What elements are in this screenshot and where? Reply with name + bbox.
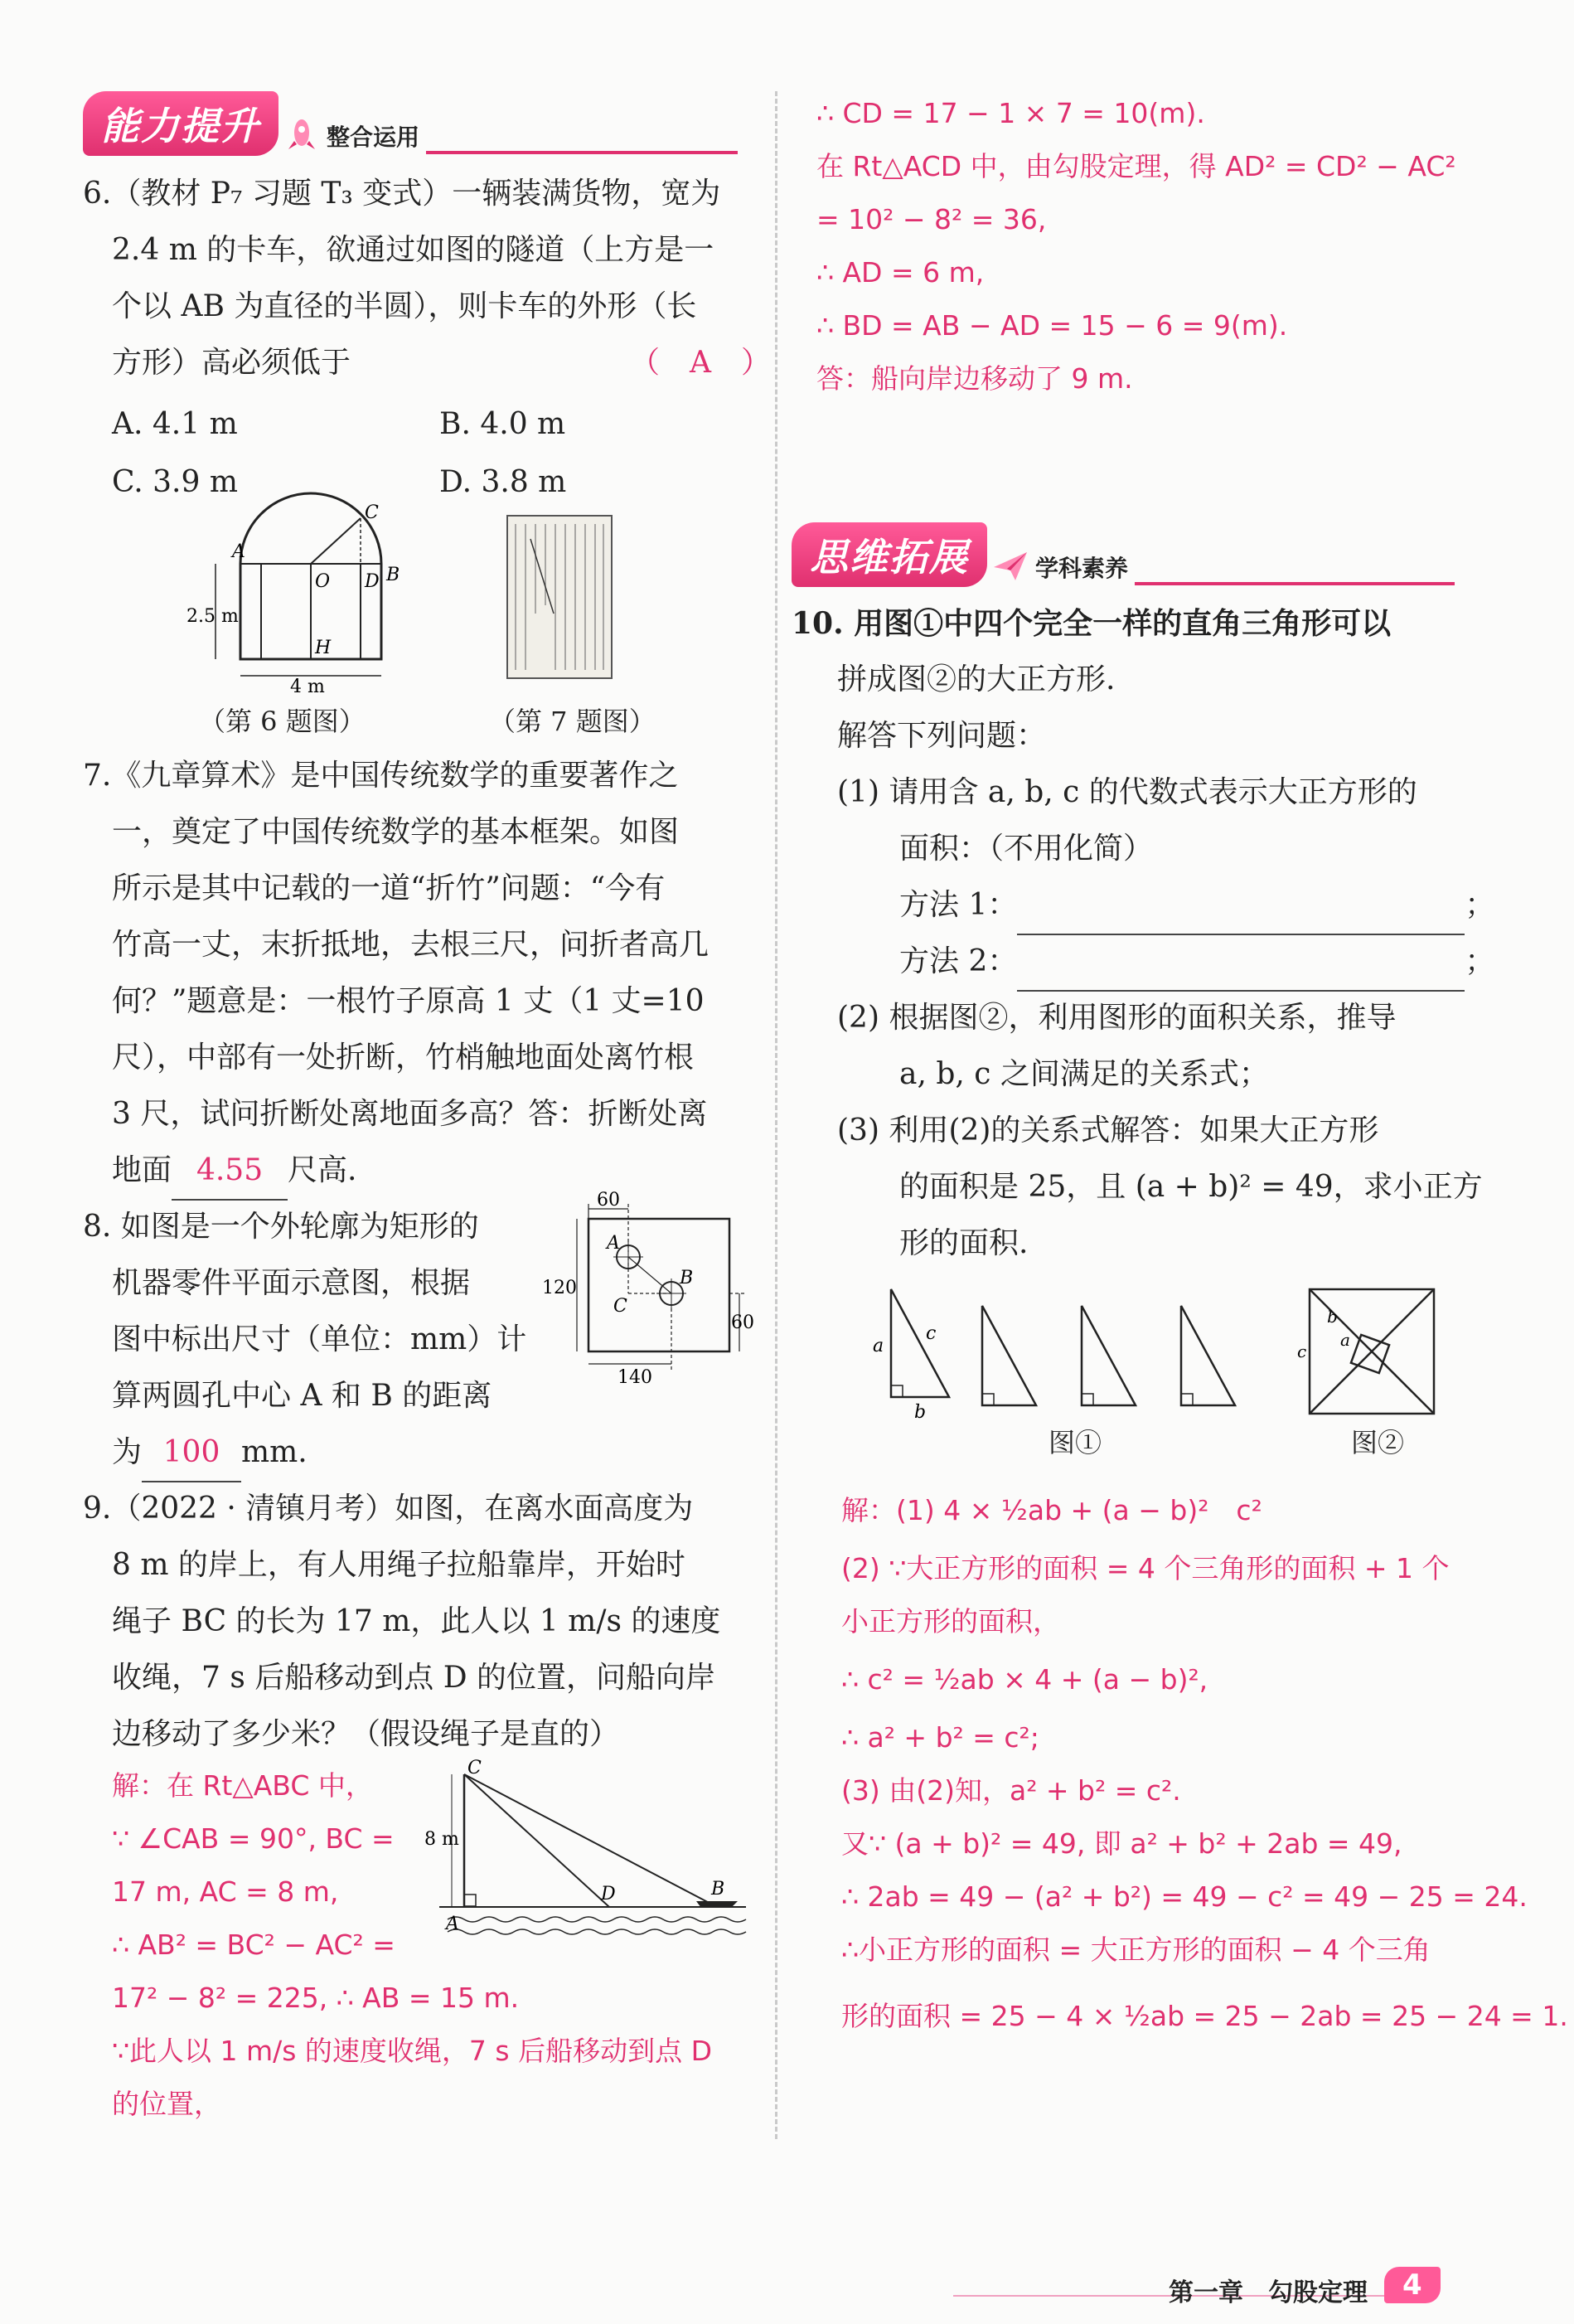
q6-tunnel-figure <box>186 502 406 697</box>
q9-label-d: D <box>601 1884 616 1904</box>
q9-line-4: 收绳，7 s 后船移动到点 D 的位置，问船向岸 <box>112 1661 716 1695</box>
q6-option-c: C. 3.9 m <box>112 465 238 499</box>
q6-option-b: B. 4.0 m <box>439 407 566 441</box>
q10-solution-1: 解：(1) 4 × ½ab + (a − b)² c² <box>841 1494 1262 1526</box>
q10-method1-blank <box>1017 877 1465 935</box>
q9-line-1: 9.（2022 · 清镇月考）如图，在离水面高度为 <box>83 1492 694 1526</box>
q9-cont-5: ∴ BD = AB − AD = 15 − 6 = 9(m). <box>816 309 1288 342</box>
q9-cont-4: ∴ AD = 6 m, <box>816 256 985 289</box>
q10-fig2-label-c: c <box>1297 1342 1307 1361</box>
q8-last-suffix: mm. <box>241 1435 308 1469</box>
q9-solution-7: 的位置， <box>112 2088 221 2120</box>
q6-label-o: O <box>315 571 331 592</box>
q6-label-a: A <box>232 541 245 562</box>
q7-last-prefix: 地面 <box>112 1153 172 1187</box>
q9-cont-2: 在 Rt△ACD 中，由勾股定理，得 AD² = CD² − AC² <box>816 150 1456 182</box>
q10-line-8: (2) 根据图②，利用图形的面积关系，推导 <box>837 1001 1397 1035</box>
q10-method1-row: 方法 1： ； <box>899 877 1494 935</box>
q10-solution-7: 又∵ (a + b)² = 49, 即 a² + b² + 2ab = 49, <box>841 1827 1402 1860</box>
q9-label-b: B <box>711 1879 725 1899</box>
q7-fig-caption: （第 7 题图） <box>489 706 656 737</box>
q9-boat-figure <box>424 1758 754 1953</box>
section-badge: 能力提升 <box>83 91 278 156</box>
section-badge: 思维拓展 <box>792 522 987 587</box>
paper-plane-icon <box>992 547 1029 584</box>
q10-solution-9: ∴小正方形的面积 = 大正方形的面积 − 4 个三角 <box>841 1933 1431 1966</box>
q10-line-3: 解答下列问题： <box>837 719 1047 753</box>
q9-solution-3: 17 m, AC = 8 m, <box>112 1875 339 1908</box>
q7-line-8 <box>112 1143 356 1201</box>
section-sub: 整合运用 <box>327 124 420 151</box>
q9-solution-2: ∵ ∠CAB = 90°, BC = <box>112 1822 395 1855</box>
q8-label-c: C <box>613 1296 627 1317</box>
q8-label-a: A <box>607 1233 620 1254</box>
q6-line-3: 个以 AB 为直径的半圆），则卡车的外形（长 <box>112 289 697 323</box>
rocket-icon <box>283 116 320 153</box>
q10-solution-5: ∴ a² + b² = c²; <box>841 1721 1039 1754</box>
q8-line-2: 机器零件平面示意图，根据 <box>112 1266 471 1300</box>
q6-answer: （ A ） <box>630 346 771 380</box>
section-sub: 学科素养 <box>1035 555 1129 582</box>
q6-label-width: 4 m <box>290 677 325 697</box>
q6-label-c: C <box>365 502 379 523</box>
q8-line-5 <box>112 1424 308 1482</box>
q10-fig1-caption: 图① <box>1049 1427 1102 1458</box>
q6-option-d: D. 3.8 m <box>439 465 567 499</box>
q7-line-6: 尺），中部有一处折断，竹梢触地面处离竹根 <box>112 1041 695 1075</box>
q8-label-top: 60 <box>597 1190 620 1211</box>
header-rule <box>426 151 738 154</box>
q9-solution-6: ∵此人以 1 m/s 的速度收绳，7 s 后船移动到点 D <box>112 2035 712 2067</box>
q6-line-4: 方形）高必须低于 <box>112 346 351 380</box>
q9-solution-5: 17² − 8² = 225, ∴ AB = 15 m. <box>112 1982 520 2014</box>
q9-line-5: 边移动了多少米？（假设绳子是直的） <box>112 1717 620 1751</box>
section-header-ability <box>83 91 738 156</box>
q10-fig2-label-b: b <box>1327 1307 1338 1327</box>
q9-cont-6: 答：船向岸边移动了 9 m. <box>816 362 1133 395</box>
q9-cont-1: ∴ CD = 17 − 1 × 7 = 10(m). <box>816 97 1205 129</box>
q8-line-1: 8. 如图是一个外轮廓为矩形的 <box>83 1210 479 1244</box>
footer-chapter: 第一章 勾股定理 <box>1169 2278 1368 2307</box>
section-header-thinking <box>792 522 1455 587</box>
q10-method2-blank <box>1017 934 1465 992</box>
q8-label-b: B <box>680 1268 694 1288</box>
q8-last-prefix: 为 <box>112 1435 143 1469</box>
q7-line-1: 7.《九章算术》是中国传统数学的重要著作之 <box>83 759 679 793</box>
q10-solution-6: (3) 由(2)知，a² + b² = c². <box>841 1774 1181 1807</box>
q9-solution-4: ∴ AB² = BC² − AC² = <box>112 1929 395 1961</box>
q9-cont-3: = 10² − 8² = 36, <box>816 203 1047 235</box>
header-rule <box>1135 582 1455 585</box>
q8-label-right: 60 <box>731 1312 754 1333</box>
q7-line-5: 何？”题意是：一根竹子原高 1 丈（1 丈=10 <box>112 984 705 1018</box>
q10-method2-label: 方法 2： <box>899 944 1018 978</box>
q8-line-4: 算两圆孔中心 A 和 B 的距离 <box>112 1379 492 1413</box>
q7-line-3: 所示是其中记载的一道“折竹”问题：“今有 <box>112 871 666 905</box>
page-number: 4 <box>1384 2267 1441 2303</box>
q10-fig2-caption: 图② <box>1351 1427 1405 1458</box>
q7-line-2: 一，奠定了中国传统数学的基本框架。如图 <box>112 815 680 849</box>
q10-solution-8: ∴ 2ab = 49 − (a² + b²) = 49 − c² = 49 − 25 = 24. <box>841 1880 1528 1913</box>
q6-line-2: 2.4 m 的卡车，欲通过如图的隧道（上方是一 <box>112 233 714 267</box>
q8-machine-part-figure <box>542 1190 754 1388</box>
q7-line-7: 3 尺，试问折断处离地面多高？答：折断处离 <box>112 1097 708 1131</box>
q10-fig1-label-b: b <box>914 1402 927 1423</box>
q7-last-suffix: 尺高. <box>288 1153 357 1187</box>
q10-fig1-label-c: c <box>926 1323 937 1344</box>
q10-fig1-triangles <box>866 1281 1264 1422</box>
q9-line-3: 绳子 BC 的长为 17 m，此人以 1 m/s 的速度 <box>112 1604 721 1638</box>
q10-fig2-square <box>1297 1281 1438 1422</box>
q10-line-10: (3) 利用(2)的关系式解答：如果大正方形 <box>837 1113 1379 1147</box>
q9-label-c: C <box>467 1758 482 1778</box>
q8-label-left: 120 <box>542 1278 577 1298</box>
q10-solution-4: ∴ c² = ½ab × 4 + (a − b)², <box>841 1663 1208 1696</box>
q8-line-3: 图中标出尺寸（单位：mm）计 <box>112 1322 527 1356</box>
q10-solution-3: 小正方形的面积， <box>841 1605 1060 1637</box>
q10-method2-row: 方法 2： ； <box>899 934 1494 992</box>
q10-line-2: 拼成图②的大正方形. <box>837 662 1116 696</box>
q10-line-1: 10. 用图①中四个完全一样的直角三角形可以 <box>792 606 1392 641</box>
q6-line-1: 6.（教材 P₇ 习题 T₃ 变式）一辆装满货物，宽为 <box>83 177 721 211</box>
q6-label-b: B <box>386 565 400 585</box>
q6-option-a: A. 4.1 m <box>112 407 238 441</box>
q8-label-bottom: 140 <box>617 1367 652 1388</box>
q9-line-2: 8 m 的岸上，有人用绳子拉船靠岸，开始时 <box>112 1548 685 1582</box>
q10-line-11: 的面积是 25，且 (a + b)² = 49，求小正方 <box>899 1170 1483 1204</box>
q10-fig1-label-a: a <box>873 1336 884 1356</box>
q6-label-height: 2.5 m <box>186 606 239 627</box>
q7-blank: 4.55 <box>172 1143 288 1201</box>
column-separator <box>775 91 777 2139</box>
q10-line-12: 形的面积. <box>899 1226 1029 1260</box>
q6-fig-caption: （第 6 题图） <box>199 706 366 737</box>
q10-solution-2: (2) ∵大正方形的面积 = 4 个三角形的面积 + 1 个 <box>841 1552 1450 1584</box>
q10-line-4: (1) 请用含 a, b, c 的代数式表示大正方形的 <box>837 775 1417 809</box>
q10-fig2-label-a: a <box>1340 1330 1350 1350</box>
q8-blank: 100 <box>142 1424 241 1482</box>
q6-label-h: H <box>315 638 332 658</box>
q6-label-d: D <box>365 571 380 592</box>
q9-label-h: 8 m <box>424 1829 459 1850</box>
q10-method1-label: 方法 1： <box>899 888 1018 922</box>
q9-solution-1: 解：在 Rt△ABC 中， <box>112 1769 373 1802</box>
q9-label-a: A <box>446 1914 459 1934</box>
q10-line-9: a, b, c 之间满足的关系式； <box>899 1057 1269 1091</box>
q7-ancient-text-image <box>506 514 613 680</box>
q10-solution-10: 形的面积 = 25 − 4 × ½ab = 25 − 2ab = 25 − 24 = 1. <box>841 2000 1568 2032</box>
q7-line-4: 竹高一丈，末折抵地，去根三尺，问折者高几 <box>112 928 710 962</box>
q10-line-5: 面积：（不用化简） <box>899 832 1154 866</box>
